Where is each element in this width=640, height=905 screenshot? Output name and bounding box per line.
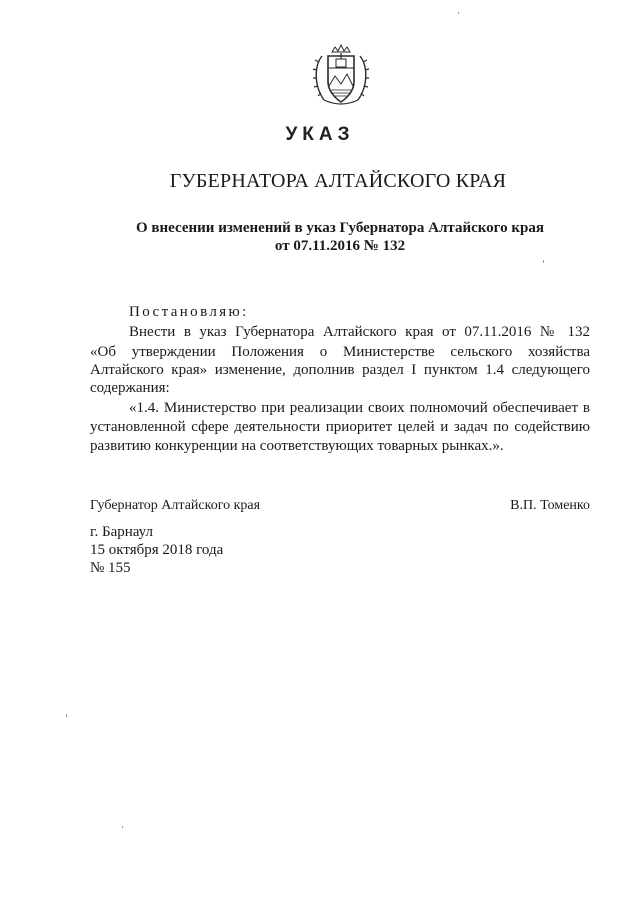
amendment-line-3: развитию конкуренции на соответствующих товарных рынках.». (90, 438, 504, 454)
amendment-line-1: «1.4. Министерство при реализации своих полномочий обеспечивает в (129, 400, 590, 416)
signatory-title: Губернатор Алтайского края (90, 498, 261, 513)
resolve-heading: Постановляю: (129, 304, 249, 320)
subject-line-2: от 07.11.2016 № 132 (274, 238, 406, 254)
decree-number: № 155 (90, 560, 131, 576)
document-title: УКАЗ (285, 124, 355, 145)
scan-speck (122, 826, 123, 828)
subject-line-1: О внесении изменений в указ Губернатора Алтайского края (136, 220, 544, 236)
body-line-4: содержания: (90, 380, 170, 396)
amendment-line-2: установленной сфере деятельности приоритет целей и задач по содействию (90, 419, 590, 435)
body-line-3: Алтайского края» изменение, дополнив раздел I пунктом 1.4 следующего (90, 362, 590, 378)
scan-speck (66, 714, 67, 717)
place-of-signing: г. Барнаул (90, 524, 153, 540)
scan-speck (543, 260, 544, 263)
signatory-name: В.П. Томенко (510, 498, 590, 513)
body-line-1: Внести в указ Губернатора Алтайского края от 07.11.2016 № 132 (129, 324, 590, 340)
scan-speck (458, 12, 459, 14)
coat-of-arms-icon (310, 42, 372, 110)
body-line-2: «Об утверждении Положения о Министерстве сельского хозяйства (90, 344, 590, 360)
issuing-authority: ГУБЕРНАТОРА АЛТАЙСКОГО КРАЯ (169, 170, 507, 192)
signing-date: 15 октября 2018 года (90, 542, 224, 558)
